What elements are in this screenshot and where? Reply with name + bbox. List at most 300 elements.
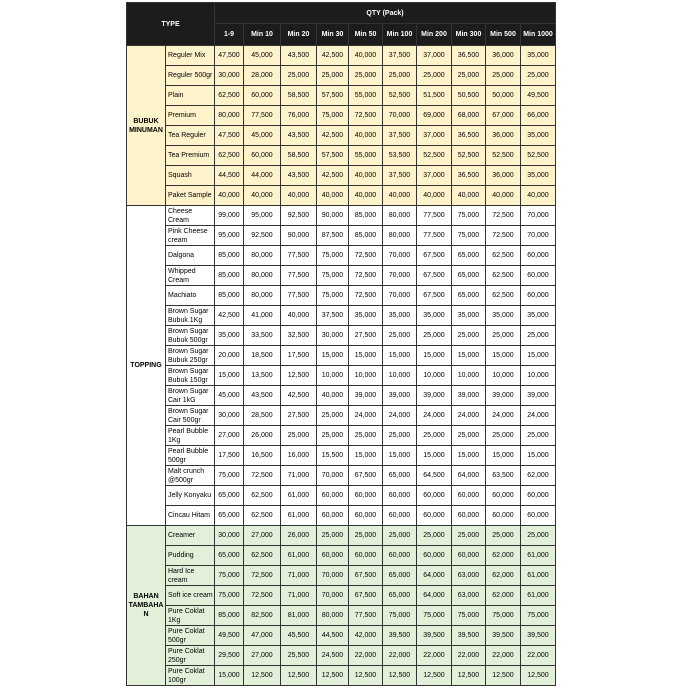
price-cell: 44,000 — [244, 166, 281, 186]
price-cell: 25,000 — [281, 426, 317, 446]
price-cell: 60,000 — [383, 486, 417, 506]
price-cell: 52,500 — [452, 146, 486, 166]
price-cell: 27,500 — [349, 326, 383, 346]
price-cell: 15,000 — [383, 446, 417, 466]
price-cell: 64,000 — [417, 566, 452, 586]
price-cell: 65,000 — [215, 506, 244, 526]
product-name: Brown Sugar Bubuk 150gr — [166, 366, 215, 386]
table-row — [127, 246, 556, 266]
table-row — [127, 546, 556, 566]
product-name: Whipped Cream — [166, 266, 215, 286]
price-cell: 43,500 — [281, 46, 317, 66]
price-cell: 65,000 — [452, 266, 486, 286]
price-cell: 80,000 — [383, 226, 417, 246]
price-cell: 12,500 — [349, 666, 383, 686]
price-cell: 52,500 — [417, 146, 452, 166]
price-cell: 25,000 — [349, 526, 383, 546]
price-cell: 61,000 — [521, 546, 556, 566]
table-row — [127, 126, 556, 146]
price-cell: 39,000 — [383, 386, 417, 406]
price-cell: 70,000 — [383, 246, 417, 266]
price-cell: 70,000 — [521, 206, 556, 226]
product-name: Pure Coklat 100gr — [166, 666, 215, 686]
price-cell: 70,000 — [383, 266, 417, 286]
table-row — [127, 306, 556, 326]
price-cell: 36,000 — [486, 126, 521, 146]
price-cell: 29,500 — [215, 646, 244, 666]
product-name: Creamer — [166, 526, 215, 546]
price-cell: 25,000 — [486, 66, 521, 86]
type-header: TYPE — [127, 3, 215, 46]
price-cell: 77,500 — [281, 286, 317, 306]
product-name: Pure Coklat 1Kg — [166, 606, 215, 626]
price-cell: 41,000 — [244, 306, 281, 326]
price-cell: 15,000 — [417, 346, 452, 366]
price-cell: 40,000 — [349, 46, 383, 66]
price-cell: 26,000 — [244, 426, 281, 446]
price-cell: 69,000 — [417, 106, 452, 126]
price-cell: 80,000 — [244, 286, 281, 306]
price-cell: 80,000 — [317, 606, 349, 626]
column-header: Min 10 — [244, 24, 281, 46]
price-cell: 68,000 — [452, 106, 486, 126]
price-cell: 45,000 — [244, 46, 281, 66]
category-label — [127, 526, 166, 686]
price-cell: 22,000 — [486, 646, 521, 666]
product-name: Brown Sugar Cair 500gr — [166, 406, 215, 426]
product-name: Hard Ice cream — [166, 566, 215, 586]
category-label-line: MINUMAN — [129, 126, 163, 134]
price-cell: 95,000 — [215, 226, 244, 246]
price-cell: 10,000 — [317, 366, 349, 386]
price-cell: 40,000 — [244, 186, 281, 206]
category-label-line: N — [143, 611, 149, 618]
price-cell: 39,500 — [417, 626, 452, 646]
price-cell: 18,500 — [244, 346, 281, 366]
price-cell: 67,500 — [417, 266, 452, 286]
price-cell: 70,000 — [521, 226, 556, 246]
table-row — [127, 446, 556, 466]
price-cell: 35,000 — [383, 306, 417, 326]
price-cell: 22,000 — [452, 646, 486, 666]
product-name: Plain — [166, 86, 215, 106]
price-cell: 75,000 — [521, 606, 556, 626]
price-cell: 85,000 — [215, 286, 244, 306]
price-cell: 62,500 — [215, 146, 244, 166]
price-cell: 25,000 — [417, 526, 452, 546]
price-cell: 55,000 — [349, 86, 383, 106]
price-cell: 42,500 — [317, 126, 349, 146]
price-cell: 77,500 — [281, 246, 317, 266]
table-row — [127, 426, 556, 446]
table-row — [127, 486, 556, 506]
price-cell: 67,500 — [417, 286, 452, 306]
price-cell: 90,000 — [281, 226, 317, 246]
price-cell: 27,500 — [281, 406, 317, 426]
product-name: Soft ice cream — [166, 586, 215, 606]
price-cell: 47,500 — [215, 126, 244, 146]
price-cell: 36,500 — [452, 46, 486, 66]
price-cell: 30,000 — [215, 66, 244, 86]
price-cell: 42,500 — [317, 46, 349, 66]
price-cell: 70,000 — [317, 466, 349, 486]
price-cell: 51,500 — [417, 86, 452, 106]
price-cell: 60,000 — [417, 506, 452, 526]
price-cell: 35,000 — [215, 326, 244, 346]
price-cell: 13,500 — [244, 366, 281, 386]
price-cell: 92,500 — [244, 226, 281, 246]
column-header: Min 100 — [383, 24, 417, 46]
price-cell: 52,500 — [521, 146, 556, 166]
price-cell: 12,500 — [452, 666, 486, 686]
price-cell: 60,000 — [349, 546, 383, 566]
table-row — [127, 666, 556, 686]
column-header: Min 20 — [281, 24, 317, 46]
table-row — [127, 366, 556, 386]
price-cell: 72,500 — [349, 246, 383, 266]
price-cell: 85,000 — [349, 226, 383, 246]
price-cell: 35,000 — [349, 306, 383, 326]
price-cell: 15,000 — [215, 666, 244, 686]
price-cell: 85,000 — [349, 206, 383, 226]
price-cell: 37,000 — [417, 126, 452, 146]
price-cell: 28,500 — [244, 406, 281, 426]
price-cell: 58,500 — [281, 86, 317, 106]
table-row — [127, 166, 556, 186]
price-cell: 53,500 — [383, 146, 417, 166]
price-cell: 70,000 — [317, 566, 349, 586]
price-cell: 16,000 — [281, 446, 317, 466]
price-cell: 30,000 — [215, 526, 244, 546]
price-cell: 62,500 — [486, 286, 521, 306]
price-cell: 75,000 — [215, 566, 244, 586]
price-cell: 65,000 — [383, 566, 417, 586]
price-cell: 52,500 — [486, 146, 521, 166]
price-cell: 71,000 — [281, 566, 317, 586]
price-cell: 52,500 — [383, 86, 417, 106]
price-cell: 43,500 — [281, 166, 317, 186]
price-cell: 12,500 — [417, 666, 452, 686]
price-cell: 25,000 — [521, 326, 556, 346]
price-cell: 95,000 — [244, 206, 281, 226]
price-cell: 40,000 — [452, 186, 486, 206]
price-cell: 10,000 — [383, 366, 417, 386]
price-cell: 75,000 — [452, 606, 486, 626]
price-cell: 10,000 — [452, 366, 486, 386]
price-cell: 58,500 — [281, 146, 317, 166]
price-cell: 25,000 — [349, 66, 383, 86]
price-cell: 35,000 — [417, 306, 452, 326]
table-row — [127, 626, 556, 646]
table-row — [127, 646, 556, 666]
price-cell: 76,000 — [281, 106, 317, 126]
price-cell: 16,500 — [244, 446, 281, 466]
price-cell: 15,000 — [486, 446, 521, 466]
price-cell: 40,000 — [281, 186, 317, 206]
product-name: Pure Coklat 250gr — [166, 646, 215, 666]
price-cell: 15,000 — [349, 446, 383, 466]
price-cell: 40,000 — [317, 386, 349, 406]
price-cell: 62,500 — [486, 266, 521, 286]
price-cell: 80,000 — [244, 266, 281, 286]
price-cell: 25,000 — [317, 406, 349, 426]
price-cell: 61,000 — [521, 566, 556, 586]
price-cell: 25,000 — [521, 526, 556, 546]
price-cell: 62,500 — [244, 546, 281, 566]
price-cell: 15,000 — [452, 346, 486, 366]
price-cell: 57,500 — [317, 146, 349, 166]
price-cell: 71,000 — [281, 586, 317, 606]
price-cell: 17,500 — [215, 446, 244, 466]
product-name: Malt crunch @500gr — [166, 466, 215, 486]
price-cell: 25,000 — [452, 66, 486, 86]
price-cell: 25,000 — [383, 326, 417, 346]
price-cell: 64,000 — [417, 586, 452, 606]
price-cell: 26,000 — [281, 526, 317, 546]
category-label-line: BAHAN — [133, 593, 159, 600]
price-cell: 32,500 — [281, 326, 317, 346]
price-cell: 24,000 — [417, 406, 452, 426]
price-cell: 28,000 — [244, 66, 281, 86]
price-cell: 25,000 — [281, 66, 317, 86]
price-cell: 60,000 — [452, 546, 486, 566]
price-cell: 37,000 — [417, 166, 452, 186]
category-label-line: BUBUK — [133, 117, 159, 125]
price-cell: 60,000 — [317, 486, 349, 506]
price-cell: 72,500 — [244, 466, 281, 486]
price-cell: 25,000 — [521, 426, 556, 446]
price-cell: 75,000 — [215, 466, 244, 486]
price-cell: 40,000 — [317, 186, 349, 206]
price-cell: 36,500 — [452, 126, 486, 146]
price-cell: 40,000 — [521, 186, 556, 206]
price-cell: 45,000 — [215, 386, 244, 406]
price-cell: 25,000 — [417, 426, 452, 446]
price-cell: 25,000 — [317, 66, 349, 86]
price-cell: 57,500 — [317, 86, 349, 106]
price-cell: 66,000 — [521, 106, 556, 126]
price-cell: 36,000 — [486, 46, 521, 66]
table-row — [127, 346, 556, 366]
price-cell: 24,000 — [383, 406, 417, 426]
product-name: Pearl Bubble 1Kg — [166, 426, 215, 446]
price-cell: 60,000 — [486, 486, 521, 506]
price-cell: 43,500 — [281, 126, 317, 146]
price-cell: 72,500 — [486, 206, 521, 226]
product-name: Paket Sample — [166, 186, 215, 206]
price-cell: 60,000 — [521, 486, 556, 506]
price-cell: 90,000 — [317, 206, 349, 226]
table-row — [127, 606, 556, 626]
price-cell: 25,000 — [452, 326, 486, 346]
price-cell: 60,000 — [417, 546, 452, 566]
price-cell: 12,500 — [486, 666, 521, 686]
price-cell: 25,000 — [417, 326, 452, 346]
price-cell: 60,000 — [349, 506, 383, 526]
column-header: Min 200 — [417, 24, 452, 46]
price-cell: 62,000 — [521, 466, 556, 486]
price-cell: 80,000 — [215, 106, 244, 126]
price-cell: 62,000 — [486, 546, 521, 566]
price-cell: 27,000 — [244, 646, 281, 666]
price-cell: 77,500 — [281, 266, 317, 286]
price-cell: 35,000 — [521, 306, 556, 326]
table-row — [127, 46, 556, 66]
price-cell: 65,000 — [452, 246, 486, 266]
price-cell: 62,500 — [215, 86, 244, 106]
price-cell: 40,000 — [383, 186, 417, 206]
price-cell: 37,500 — [383, 126, 417, 146]
price-cell: 75,000 — [452, 226, 486, 246]
price-cell: 25,000 — [383, 526, 417, 546]
price-cell: 35,000 — [452, 306, 486, 326]
category-label — [127, 206, 166, 526]
price-table-container — [126, 2, 556, 686]
table-row — [127, 226, 556, 246]
price-cell: 39,000 — [417, 386, 452, 406]
price-cell: 39,000 — [349, 386, 383, 406]
price-cell: 60,000 — [521, 266, 556, 286]
product-name: Pure Coklat 500gr — [166, 626, 215, 646]
table-row — [127, 406, 556, 426]
table-row — [127, 266, 556, 286]
price-cell: 39,500 — [383, 626, 417, 646]
product-name: Pudding — [166, 546, 215, 566]
price-cell: 71,000 — [281, 466, 317, 486]
price-cell: 24,000 — [521, 406, 556, 426]
price-cell: 65,000 — [215, 486, 244, 506]
price-cell: 72,500 — [244, 586, 281, 606]
price-cell: 27,000 — [215, 426, 244, 446]
price-cell: 65,000 — [383, 466, 417, 486]
price-cell: 67,500 — [349, 586, 383, 606]
price-cell: 64,500 — [417, 466, 452, 486]
price-cell: 39,500 — [521, 626, 556, 646]
price-cell: 42,500 — [317, 166, 349, 186]
price-cell: 61,000 — [521, 586, 556, 606]
price-table — [126, 2, 556, 686]
price-cell: 37,500 — [383, 166, 417, 186]
price-cell: 87,500 — [317, 226, 349, 246]
price-cell: 35,000 — [521, 166, 556, 186]
price-cell: 25,000 — [452, 526, 486, 546]
price-cell: 35,000 — [521, 126, 556, 146]
table-row — [127, 386, 556, 406]
price-cell: 15,000 — [452, 446, 486, 466]
price-cell: 42,500 — [281, 386, 317, 406]
price-cell: 62,000 — [486, 586, 521, 606]
price-cell: 61,000 — [281, 506, 317, 526]
price-cell: 60,000 — [521, 506, 556, 526]
price-cell: 77,500 — [349, 606, 383, 626]
product-name: Reguler 500gr — [166, 66, 215, 86]
price-cell: 10,000 — [486, 366, 521, 386]
price-cell: 75,000 — [215, 586, 244, 606]
column-header: Min 1000 — [521, 24, 556, 46]
price-cell: 80,000 — [244, 246, 281, 266]
column-header: Min 500 — [486, 24, 521, 46]
price-cell: 12,500 — [244, 666, 281, 686]
price-cell: 15,000 — [349, 346, 383, 366]
price-cell: 65,000 — [452, 286, 486, 306]
table-row — [127, 286, 556, 306]
price-cell: 77,500 — [244, 106, 281, 126]
price-cell: 15,000 — [317, 346, 349, 366]
product-name: Brown Sugar Bubuk 1Kg — [166, 306, 215, 326]
price-cell: 81,000 — [281, 606, 317, 626]
product-name: Brown Sugar Bubuk 500gr — [166, 326, 215, 346]
table-row — [127, 86, 556, 106]
table-row — [127, 146, 556, 166]
price-cell: 49,500 — [215, 626, 244, 646]
price-cell: 42,000 — [349, 626, 383, 646]
price-cell: 67,500 — [417, 246, 452, 266]
price-cell: 17,500 — [281, 346, 317, 366]
price-cell: 12,500 — [317, 666, 349, 686]
table-row — [127, 506, 556, 526]
price-cell: 60,000 — [244, 86, 281, 106]
price-cell: 60,000 — [349, 486, 383, 506]
price-cell: 37,500 — [383, 46, 417, 66]
price-cell: 45,500 — [281, 626, 317, 646]
price-cell: 60,000 — [417, 486, 452, 506]
price-cell: 75,000 — [317, 286, 349, 306]
table-row — [127, 106, 556, 126]
price-cell: 92,500 — [281, 206, 317, 226]
price-cell: 47,500 — [215, 46, 244, 66]
price-cell: 25,000 — [486, 526, 521, 546]
product-name: Tea Premium — [166, 146, 215, 166]
product-name: Cheese Cream — [166, 206, 215, 226]
price-cell: 15,000 — [417, 446, 452, 466]
price-cell: 40,000 — [349, 166, 383, 186]
price-cell: 63,000 — [452, 586, 486, 606]
price-cell: 36,500 — [452, 166, 486, 186]
price-cell: 62,000 — [486, 566, 521, 586]
category-label-line: TOPPING — [130, 362, 162, 369]
price-cell: 72,500 — [349, 106, 383, 126]
price-cell: 85,000 — [215, 246, 244, 266]
price-cell: 62,500 — [244, 486, 281, 506]
qty-header: QTY (Pack) — [215, 3, 556, 24]
price-cell: 67,000 — [486, 106, 521, 126]
price-cell: 36,000 — [486, 166, 521, 186]
price-cell: 10,000 — [349, 366, 383, 386]
price-cell: 25,000 — [383, 426, 417, 446]
price-cell: 60,000 — [521, 246, 556, 266]
product-name: Jelly Konyaku — [166, 486, 215, 506]
price-table-body — [127, 46, 556, 686]
price-cell: 24,000 — [349, 406, 383, 426]
price-cell: 75,000 — [417, 606, 452, 626]
price-cell: 61,000 — [281, 486, 317, 506]
price-cell: 63,000 — [452, 566, 486, 586]
price-cell: 24,500 — [317, 646, 349, 666]
price-cell: 12,500 — [383, 666, 417, 686]
price-cell: 75,000 — [383, 606, 417, 626]
price-cell: 61,000 — [281, 546, 317, 566]
price-cell: 39,500 — [452, 626, 486, 646]
price-cell: 44,500 — [215, 166, 244, 186]
price-cell: 25,000 — [317, 526, 349, 546]
product-name: Pearl Bubble 500gr — [166, 446, 215, 466]
price-cell: 75,000 — [486, 606, 521, 626]
price-cell: 47,000 — [244, 626, 281, 646]
column-header: Min 300 — [452, 24, 486, 46]
price-cell: 40,000 — [349, 126, 383, 146]
price-cell: 60,000 — [383, 546, 417, 566]
product-name: Machiato — [166, 286, 215, 306]
